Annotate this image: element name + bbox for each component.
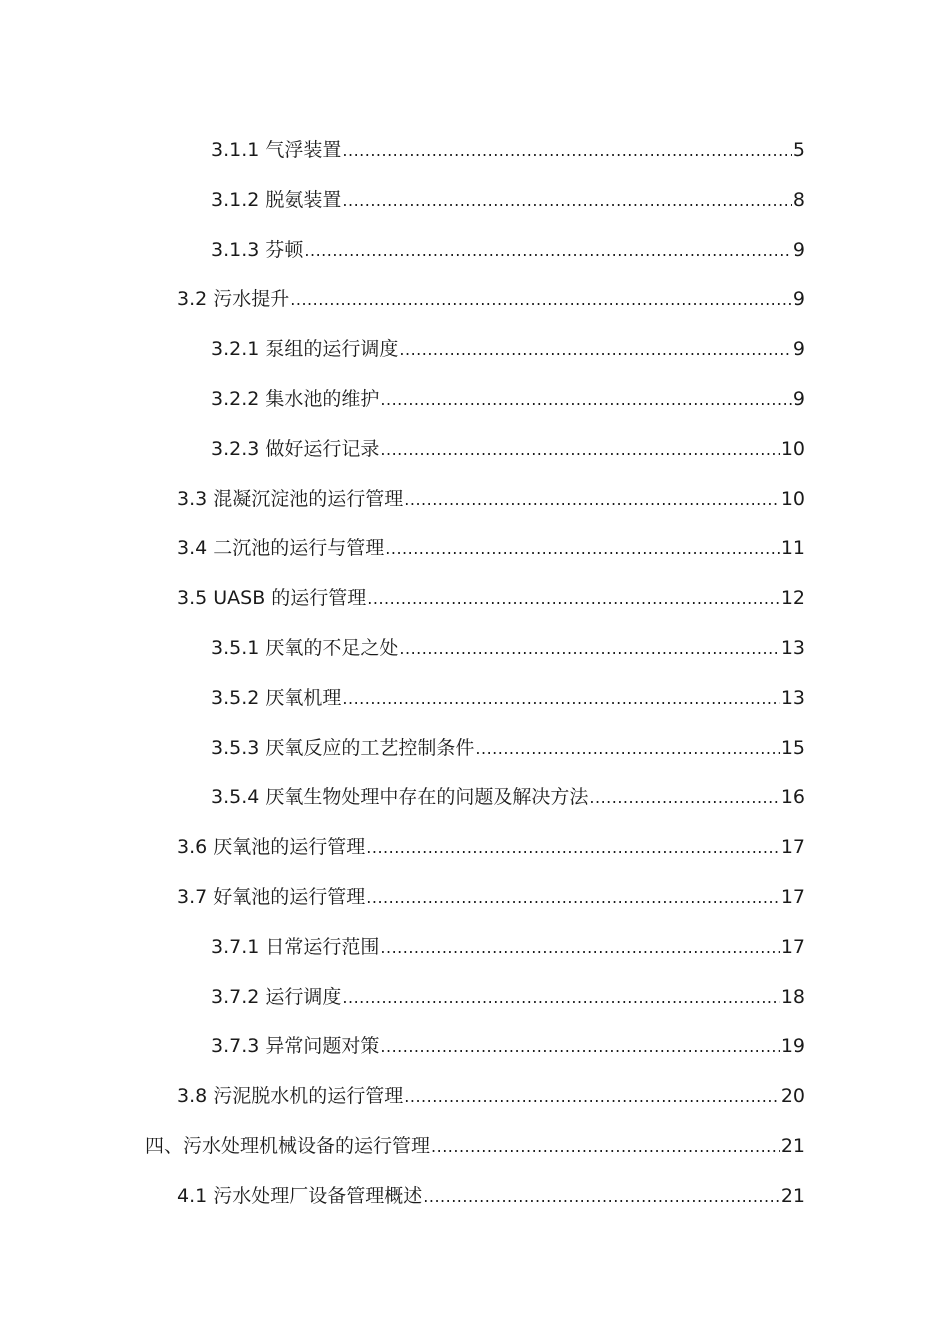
toc-entry[interactable]	[0, 676, 950, 726]
toc-entry-title: 3.4 二沉池的运行与管理	[177, 537, 385, 560]
toc-dot-leader	[399, 627, 779, 671]
toc-entry-title: 3.7.1 日常运行范围	[211, 935, 380, 958]
toc-entry-page-number: 10	[780, 487, 805, 510]
toc-dot-leader	[404, 1075, 780, 1119]
toc-entry[interactable]	[0, 1074, 950, 1124]
toc-entry[interactable]	[0, 1024, 950, 1074]
toc-dot-leader	[366, 876, 780, 920]
toc-entry[interactable]	[0, 1124, 950, 1174]
toc-entry[interactable]	[0, 576, 950, 626]
toc-entry-title: 3.5 UASB 的运行管理	[177, 587, 367, 610]
toc-entry-title: 3.5.4 厌氧生物处理中存在的问题及解决方法	[211, 786, 589, 809]
toc-entry[interactable]	[0, 875, 950, 925]
toc-dot-leader	[342, 129, 792, 173]
toc-entry[interactable]	[0, 526, 950, 576]
toc-entry-page-number: 9	[792, 238, 805, 261]
toc-dot-leader	[366, 826, 780, 870]
toc-entry-page-number: 17	[780, 885, 805, 908]
toc-entry-title: 3.6 厌氧池的运行管理	[177, 836, 366, 859]
toc-entry-title: 3.1.1 气浮装置	[211, 139, 342, 161]
toc-entry-page-number: 20	[780, 1085, 805, 1108]
toc-entry-page-number: 13	[780, 686, 805, 709]
toc-entry-title: 4.1 污水处理厂设备管理概述	[177, 1184, 423, 1207]
toc-entry-title: 3.2 污水提升	[177, 288, 290, 311]
toc-entry[interactable]	[0, 128, 950, 178]
toc-entry-title: 3.2.1 泵组的运行调度	[211, 338, 399, 361]
toc-entry-page-number: 9	[792, 387, 805, 410]
table-of-contents	[0, 128, 950, 1224]
toc-entry-title: 3.5.3 厌氧反应的工艺控制条件	[211, 736, 475, 759]
toc-entry-page-number: 9	[792, 288, 805, 311]
toc-entry-page-number: 9	[792, 338, 805, 361]
toc-entry-page-number: 19	[780, 1035, 805, 1058]
toc-entry[interactable]	[0, 277, 950, 327]
toc-entry[interactable]	[0, 427, 950, 477]
toc-entry-page-number: 17	[780, 935, 805, 958]
toc-entry-title: 3.7.2 运行调度	[211, 985, 342, 1008]
toc-dot-leader	[431, 1125, 780, 1169]
toc-entry-title: 四、污水处理机械设备的运行管理	[145, 1134, 431, 1157]
toc-entry[interactable]	[0, 775, 950, 825]
toc-dot-leader	[380, 428, 779, 472]
toc-entry-title: 3.1.2 脱氨装置	[211, 188, 342, 211]
toc-entry[interactable]	[0, 477, 950, 527]
toc-entry-page-number: 21	[780, 1184, 805, 1207]
toc-dot-leader	[423, 1175, 780, 1219]
toc-dot-leader	[404, 478, 780, 522]
toc-entry-title: 3.3 混凝沉淀池的运行管理	[177, 487, 404, 510]
toc-dot-leader	[367, 577, 780, 621]
toc-entry-page-number: 18	[780, 985, 805, 1008]
toc-entry[interactable]	[0, 975, 950, 1025]
toc-dot-leader	[290, 278, 792, 322]
toc-dot-leader	[380, 378, 792, 422]
toc-dot-leader	[380, 1025, 779, 1069]
toc-entry-page-number: 15	[780, 736, 805, 759]
toc-entry[interactable]	[0, 327, 950, 377]
toc-entry-page-number: 11	[780, 537, 805, 560]
toc-entry-title: 3.7 好氧池的运行管理	[177, 885, 366, 908]
toc-dot-leader	[342, 179, 792, 223]
toc-entry-page-number: 16	[780, 786, 805, 809]
toc-entry-title: 3.5.1 厌氧的不足之处	[211, 636, 399, 659]
toc-dot-leader	[475, 727, 779, 771]
toc-entry-title: 3.7.3 异常问题对策	[211, 1035, 380, 1058]
toc-dot-leader	[304, 229, 792, 273]
toc-dot-leader	[589, 776, 779, 820]
toc-entry-page-number: 17	[780, 836, 805, 859]
toc-dot-leader	[380, 926, 779, 970]
toc-entry-page-number: 8	[792, 188, 805, 211]
toc-entry[interactable]	[0, 228, 950, 278]
toc-entry-title: 3.2.2 集水池的维护	[211, 387, 380, 410]
toc-entry[interactable]	[0, 178, 950, 228]
toc-entry[interactable]	[0, 825, 950, 875]
toc-entry-page-number: 10	[780, 437, 805, 460]
toc-entry[interactable]	[0, 377, 950, 427]
toc-entry[interactable]	[0, 925, 950, 975]
toc-dot-leader	[342, 976, 779, 1020]
toc-dot-leader	[399, 328, 792, 372]
toc-entry-page-number: 13	[780, 636, 805, 659]
toc-entry-page-number: 21	[780, 1134, 805, 1157]
toc-entry-title: 3.1.3 芬顿	[211, 238, 304, 261]
toc-dot-leader	[385, 527, 780, 571]
toc-entry-page-number: 5	[792, 139, 805, 161]
toc-entry-title: 3.5.2 厌氧机理	[211, 686, 342, 709]
toc-entry[interactable]	[0, 626, 950, 676]
toc-dot-leader	[342, 677, 779, 721]
toc-entry-title: 3.2.3 做好运行记录	[211, 437, 380, 460]
toc-entry[interactable]	[0, 1174, 950, 1224]
toc-entry[interactable]	[0, 726, 950, 776]
toc-entry-page-number: 12	[780, 587, 805, 610]
toc-entry-title: 3.8 污泥脱水机的运行管理	[177, 1085, 404, 1108]
